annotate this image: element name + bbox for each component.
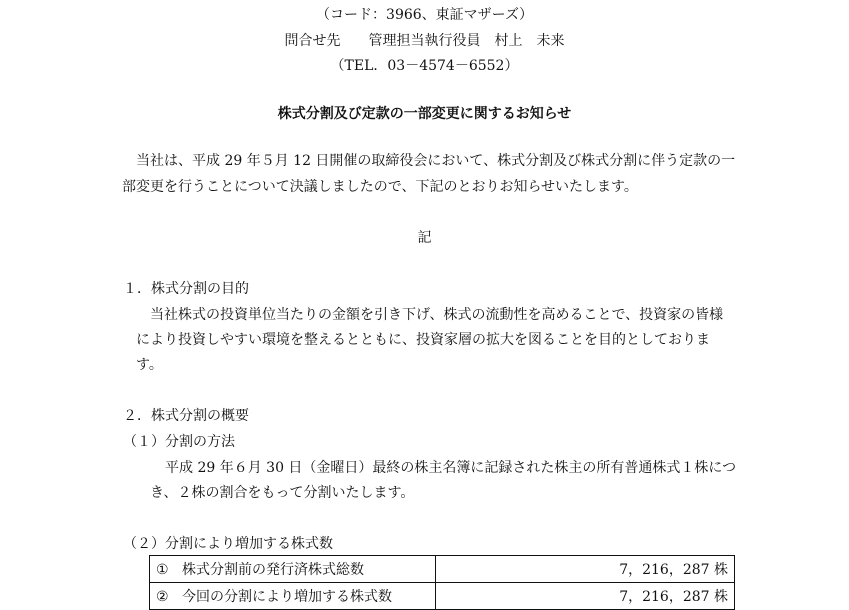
intro-line-2: 部変更を行うことについて決議しましたので、下記のとおりお知らせいたします。 (122, 179, 638, 195)
section2-heading: ２．株式分割の概要 (123, 408, 249, 424)
table-row (150, 556, 735, 583)
row-number-mark: ② (156, 589, 169, 605)
document-title: 株式分割及び定款の一部変更に関するお知らせ (277, 106, 572, 122)
intro-line-1: 当社は、平成 29 年５月 12 日開催の取締役会において、株式分割及び株式分割に伴う定款の一 (136, 153, 736, 169)
section2-sub1-heading: （１）分割の方法 (123, 434, 235, 450)
row-label: 株式分割前の発行済株式総数 (182, 562, 364, 578)
table-cell-label (150, 556, 436, 583)
section2-sub2-heading: （２）分割により増加する株式数 (123, 536, 333, 552)
table-row (150, 583, 735, 610)
share-count-table (149, 555, 735, 610)
section1-heading: １．株式分割の目的 (123, 281, 249, 297)
section2-sub1-line-2: き、２株の割合をもって分割いたします。 (150, 485, 415, 501)
table-cell-value: 7，216，287 株 (436, 583, 735, 610)
contact-line: 問合せ先 管理担当執行役員 村上 未来 (284, 33, 565, 49)
tel-line: （TEL．03－4574－6552） (330, 58, 519, 74)
row-number-mark: ① (156, 562, 169, 578)
section1-line-3: す。 (136, 357, 163, 373)
row-label: 今回の分割により増加する株式数 (182, 589, 392, 605)
section1-line-1: 当社株式の投資単位当たりの金額を引き下げ、株式の流動性を高めることで、投資家の皆様 (150, 307, 724, 323)
table-cell-label (150, 583, 436, 610)
section1-line-2: により投資しやすい環境を整えるとともに、投資家層の拡大を図ることを目的としておりま (136, 332, 710, 348)
section2-sub1-line-1: 平成 29 年６月 30 日（金曜日）最終の株主名簿に記録された株主の所有普通株式１株につ (165, 460, 737, 476)
ki-heading: 記 (417, 230, 432, 246)
company-code-line: （コード：3966、東証マザーズ） (316, 7, 533, 23)
table-cell-value: 7，216，287 株 (436, 556, 735, 583)
